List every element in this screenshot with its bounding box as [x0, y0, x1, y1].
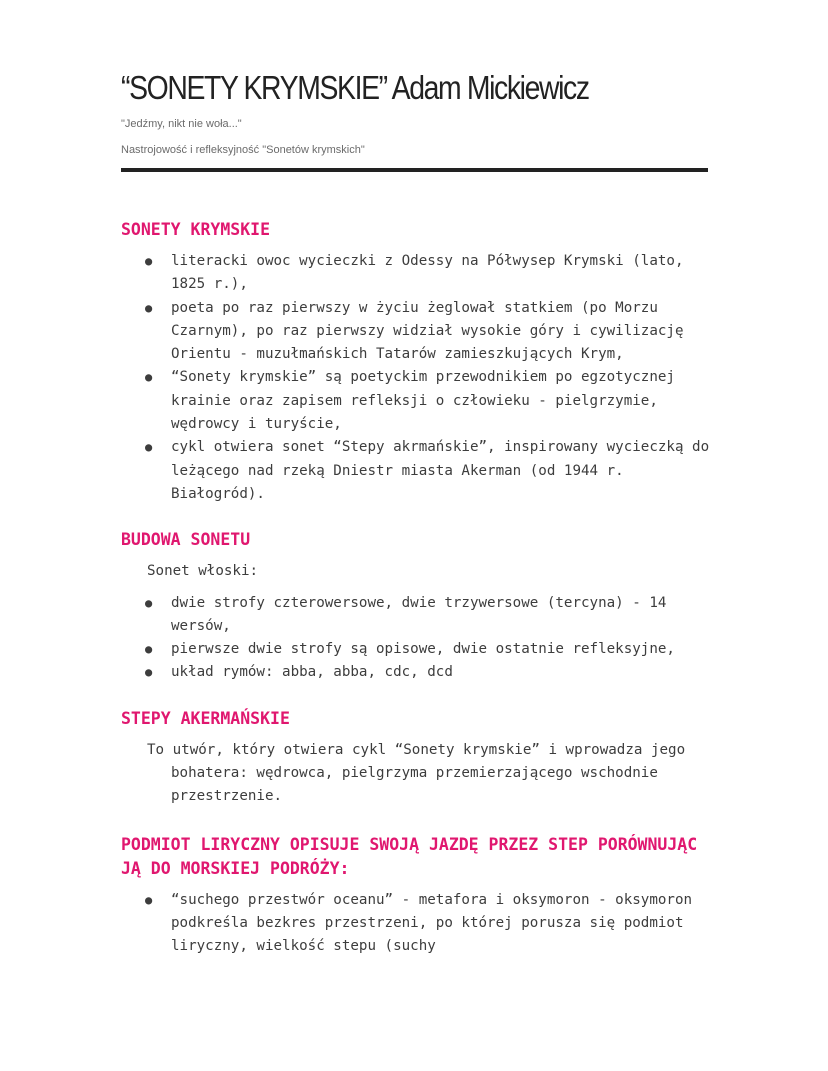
list-item-text: cykl otwiera sonet “Stepy akrmańskie”, inspirowany wycieczką do leżącego nad rzeką Dniestr miasta Akerman (od 1944 r. Białogród).: [171, 439, 710, 502]
list-item: [121, 592, 721, 639]
bullet-icon: ●: [145, 892, 153, 907]
subtitle-topic: Nastrojowość i refleksyjność "Sonetów krymskich": [121, 144, 365, 156]
document-body: [121, 218, 721, 959]
heading-stepy-akermanskie: STEPY AKERMAŃSKIE: [121, 708, 290, 728]
section-spacer: [121, 685, 721, 707]
list-item: [121, 366, 721, 436]
page-title: “SONETY KRYMSKIE” Adam Mickiewicz: [121, 69, 589, 106]
bullet-icon: ●: [145, 642, 153, 657]
heading-budowa-sonetu: BUDOWA SONETU: [121, 530, 251, 550]
bullet-icon: ●: [145, 370, 153, 385]
title-divider: [121, 168, 708, 172]
list-item-text: dwie strofy czterowersowe, dwie trzywersowe (tercyna) - 14 wersów,: [171, 594, 667, 634]
list-item: [121, 889, 721, 959]
section-spacer: [121, 506, 721, 528]
budowa-intro: Sonet włoski:: [147, 563, 259, 580]
bullet-icon: ●: [145, 595, 153, 610]
list-item-text: literacki owoc wycieczki z Odessy na Półwysep Krymski (lato, 1825 r.),: [171, 253, 684, 293]
list-item-text: “suchego przestwór oceanu” - metafora i oksymoron - oksymoron podkreśla bezkres przestrzeni, po której porusza się podmiot liryczny, wielkość stepu (suchy: [171, 891, 693, 955]
bullet-icon: ●: [145, 254, 153, 268]
list-item: [121, 661, 721, 684]
list-item: [121, 250, 721, 297]
section-spacer: [121, 809, 721, 833]
list-item: [121, 436, 721, 506]
bullet-icon: ●: [145, 665, 153, 680]
heading-podmiot-liryczny: PODMIOT LIRYCZNY OPISUJE SWOJĄ JAZDĘ PRZEZ STEP PORÓWNUJĄC JĄ DO MORSKIEJ PODRÓŻY:: [121, 834, 698, 878]
list-budowa-sonetu: [121, 592, 721, 685]
list-item-text: “Sonety krymskie” są poetyckim przewodnikiem po egzotycznej krainie oraz zapisem refleksji o człowieku - pielgrzymie, wędrowcy i turyście,: [171, 369, 675, 433]
list-item: [121, 638, 721, 661]
list-item-text: układ rymów: abba, abba, cdc, dcd: [171, 664, 453, 681]
list-podmiot-liryczny: [121, 889, 721, 959]
stepy-paragraph: To utwór, który otwiera cykl “Sonety krymskie” i wprowadza jego bohatera: wędrowca, pielgrzyma przemierzającego wschodnie przestrzenie.: [147, 741, 686, 805]
bullet-icon: ●: [145, 300, 153, 315]
heading-sonety-krymskie: SONETY KRYMSKIE: [121, 220, 271, 239]
subtitle-quote: "Jedźmy, nikt nie woła...": [121, 118, 242, 130]
bullet-icon: ●: [145, 440, 153, 455]
list-sonety-krymskie: [121, 250, 721, 506]
list-item: [121, 297, 721, 367]
list-item-text: pierwsze dwie strofy są opisowe, dwie ostatnie refleksyjne,: [171, 641, 675, 658]
list-item-text: poeta po raz pierwszy w życiu żeglował statkiem (po Morzu Czarnym), po raz pierwszy widział wysokie góry i cywilizację Orientu - muzułmańskich Tatarów zamieszkujących Krym,: [171, 299, 684, 363]
